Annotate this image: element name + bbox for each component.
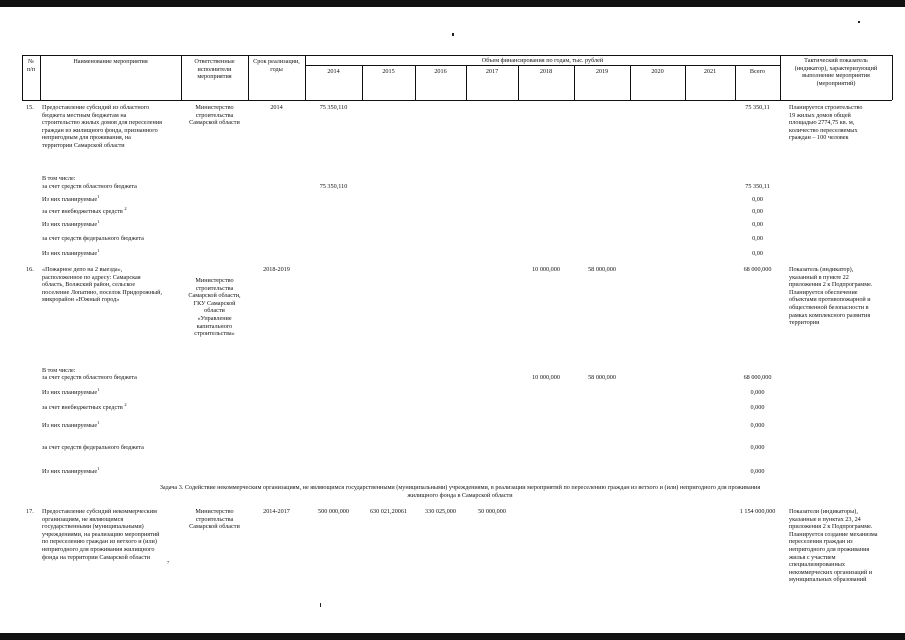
row17-2017: 50 000,000 bbox=[478, 508, 506, 515]
row15-planned-label: Из них планируемые$^1$ bbox=[42, 248, 100, 257]
row17-period: 2014-2017 bbox=[263, 508, 290, 515]
row15-federal-label: за счет средств федерального бюджета bbox=[42, 235, 144, 242]
header-year-2021: 2021 bbox=[703, 68, 717, 75]
row16-regional-2018: 10 000,000 bbox=[532, 374, 560, 381]
header-year-2018: 2018 bbox=[539, 68, 553, 75]
row16-2018: 10 000,000 bbox=[532, 266, 560, 273]
header-col-responsible: Ответственные исполнители мероприятия bbox=[194, 58, 235, 81]
row15-planned-total: 0,00 bbox=[752, 250, 763, 257]
row16-period: 2018-2019 bbox=[263, 266, 290, 273]
scan-speck bbox=[320, 603, 321, 607]
header-year-2016: 2016 bbox=[434, 68, 447, 75]
row17-2015: 630 021,20061 bbox=[369, 508, 408, 515]
row15-responsible: Министерство строительства Самарской области bbox=[189, 104, 240, 127]
header-year-2019: 2019 bbox=[595, 68, 609, 75]
row16-regional-label: за счет средств областного бюджета bbox=[42, 374, 137, 381]
row15-offbudget-label: за счет внебюджетных средств $^2$ bbox=[42, 206, 127, 215]
task3-heading: Задача 3. Содействие некоммерческим организациям, не являющимся государственными (муниципальными) учреждениями, в реализации мероприятий по переселению граждан из ветхого и (или) непригодного для проживания bbox=[159, 484, 761, 491]
row17-indicator: Показатели (индикаторы), указанные в пунктах 23, 24 приложения 2 к Подпрограмме. Планируется создание механизма переселения граждан из непригодного для проживания жилья с участием специализированных некоммерческих организаций и муниципальных образований bbox=[789, 508, 878, 584]
row15-including-label: В том числе: bbox=[42, 175, 76, 182]
row16-including-label: В том числе: bbox=[42, 367, 76, 374]
row15-regional-label: за счет средств областного бюджета bbox=[42, 183, 137, 190]
row17-footnote-mark: 7 bbox=[167, 560, 170, 565]
scan-speck bbox=[858, 21, 860, 23]
scan-speck bbox=[452, 33, 454, 36]
row16-offbudget-label: за счет внебюджетных средств $^2$ bbox=[42, 402, 127, 411]
row16-federal-total: 0,000 bbox=[750, 444, 765, 451]
row17-total: 1 154 000,000 bbox=[739, 508, 776, 515]
row16-planned-label: Из них планируемые$^1$ bbox=[42, 466, 100, 475]
header-col-total: Всего bbox=[749, 68, 766, 75]
row16-planned-total: 0,000 bbox=[750, 389, 765, 396]
task3-heading-cont: жилищного фонда в Самарской области bbox=[407, 492, 513, 499]
row17-2014: 500 000,000 bbox=[318, 508, 349, 515]
row15-total: 75 350,11 bbox=[745, 104, 770, 111]
row15-period: 2014 bbox=[270, 104, 283, 111]
row16-federal-label: за счет средств федерального бюджета bbox=[42, 444, 144, 451]
header-year-2020: 2020 bbox=[651, 68, 664, 75]
header-col-indicator: Тактический показатель (индикатор), характеризующий выполнение мероприятия (мероприятий) bbox=[794, 57, 878, 87]
row15-regional-2014: 75 350,110 bbox=[319, 183, 348, 190]
row17-name: Предоставление субсидий некоммерческим организациям, не являющимся государственными (муниципальными) учреждениями, на реализацию мероприятий по переселению граждан из ветхого и (или) непригодного для проживания жилищного фонда на территории Самарской области bbox=[42, 508, 160, 561]
header-col-name: Наименование мероприятия bbox=[73, 58, 148, 65]
row17-number: 17. bbox=[26, 508, 34, 515]
header-col-funding: Объем финансирования по годам, тыс. рублей bbox=[481, 57, 604, 64]
row16-regional-total: 68 000,000 bbox=[743, 374, 772, 381]
row15-planned-total: 0,00 bbox=[752, 196, 763, 203]
row16-2019: 58 000,000 bbox=[588, 266, 616, 273]
row15-federal-total: 0,00 bbox=[752, 235, 763, 242]
scan-top-border bbox=[0, 0, 905, 7]
row15-indicator: Планируется строительство 19 жилых домов общей площадью 2774,75 кв. м, количество переселяемых граждан – 100 человек bbox=[789, 104, 863, 142]
row16-total: 68 000,000 bbox=[743, 266, 772, 273]
row15-name: Предоставление субсидий из областного бюджета местным бюджетам на строительство жилых домов для переселения граждан из жилищного фонда, признанного непригодным для проживания, на территории Самарской области bbox=[42, 104, 162, 149]
row16-responsible: Министерство строительства Самарской области, ГКУ Самарской области «Управление капитального строительства» bbox=[188, 277, 241, 338]
row15-number: 15. bbox=[26, 104, 34, 111]
header-year-2015: 2015 bbox=[382, 68, 395, 75]
row15-offbudget-total: 0,00 bbox=[752, 208, 763, 215]
header-col-number: № п/п bbox=[26, 58, 36, 73]
scan-bottom-border bbox=[0, 633, 905, 640]
row17-responsible: Министерство строительства Самарской области bbox=[189, 508, 240, 531]
row16-planned-label: Из них планируемые$^1$ bbox=[42, 420, 100, 429]
row16-planned-label: Из них планируемые$^1$ bbox=[42, 387, 100, 396]
row15-planned-label: Из них планируемые$^1$ bbox=[42, 219, 100, 228]
row15-2014: 75 350,110 bbox=[319, 104, 348, 111]
header-col-period: Срок реализации, годы bbox=[253, 58, 300, 73]
header-year-2014: 2014 bbox=[327, 68, 340, 75]
row15-regional-total: 75 350,11 bbox=[745, 183, 770, 190]
row16-offbudget-total: 0,000 bbox=[750, 404, 765, 411]
row16-indicator: Показатель (индикатор), указанный в пункте 22 приложения 2 к Подпрограмме. Планируется обеспечение объектами противопожарной и общественной безопасности в рамках комплексного развития территории bbox=[789, 266, 873, 327]
row15-planned-total: 0,00 bbox=[752, 221, 763, 228]
row16-regional-2019: 58 000,000 bbox=[588, 374, 616, 381]
header-year-2017: 2017 bbox=[485, 68, 499, 75]
row16-planned-total: 0,000 bbox=[750, 422, 765, 429]
row17-2016: 330 025,000 bbox=[425, 508, 456, 515]
row16-planned-total: 0,000 bbox=[750, 468, 765, 475]
row16-number: 16. bbox=[26, 266, 34, 273]
row16-name: «Пожарное депо на 2 выезда», расположенное по адресу: Самарская область, Волжский район, сельское поселение Лопатино, поселок Придорожный, микрорайон «Южный город» bbox=[42, 266, 163, 304]
row15-planned-label: Из них планируемые$^1$ bbox=[42, 194, 100, 203]
